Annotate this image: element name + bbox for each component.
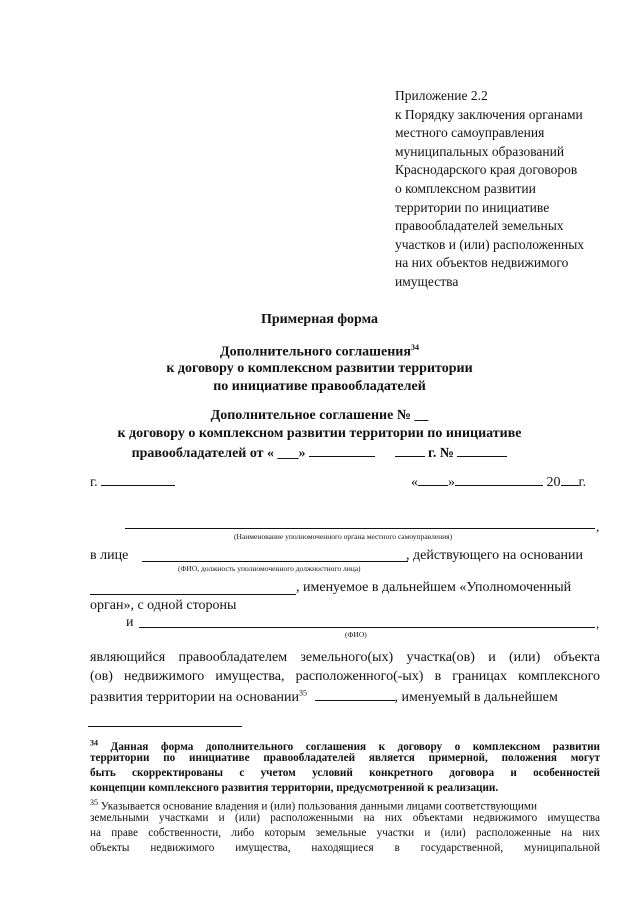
- authority-comma: ,: [596, 519, 600, 534]
- authority-caption: (Наименование уполномоченного органа местного самоуправления): [234, 532, 453, 541]
- heading-line-3: по инициативе правообладателей: [213, 379, 426, 394]
- agreement-line-2: к договору о комплексном развитии территории по инициативе: [117, 426, 522, 441]
- paragraph-line-2: (ов) недвижимого имущества, расположенного(-ых) в границах комплексного: [90, 669, 600, 684]
- date-field: [411, 473, 586, 491]
- appendix-line: имущества: [395, 273, 459, 289]
- represented-prefix: в лице: [90, 548, 129, 563]
- heading-text: Дополнительного соглашения: [220, 344, 411, 360]
- paragraph-named-text: , именуемый в дальнейшем: [394, 690, 558, 705]
- agreement-year-blank[interactable]: [395, 444, 425, 457]
- named-blank[interactable]: [90, 594, 296, 595]
- paragraph-line-1: являющийся правообладателем земельного(ых) участка(ов) и (или) объекта: [90, 650, 600, 665]
- footnote-35-line-4: объекты недвижимого имущества, находящиеся в государственной, муниципальной: [90, 842, 600, 854]
- date-close-quote: »: [448, 475, 455, 490]
- agreement-line-1: Дополнительное соглашение № __: [210, 408, 429, 423]
- named-line-2: орган», с одной стороны: [90, 598, 237, 613]
- city-prefix: г.: [90, 475, 98, 490]
- and-caption: (ФИО): [345, 630, 367, 639]
- footnote-ref-34: 34: [410, 343, 419, 352]
- year-suffix: г.: [578, 475, 587, 490]
- footnote-34-line-3: быть скорректированы с учетом условий конкретного договора и особенностей: [90, 767, 600, 779]
- date-year-blank[interactable]: [561, 473, 579, 486]
- represented-suffix: , действующего на основании: [406, 548, 584, 563]
- date-day-blank[interactable]: [418, 473, 448, 486]
- appendix-line: Приложение 2.2: [395, 88, 488, 103]
- representative-blank[interactable]: [142, 561, 408, 562]
- agreement-number-blank[interactable]: [457, 444, 507, 457]
- paragraph-line-3: [90, 688, 558, 706]
- named-text: , именуемое в дальнейшем «Уполномоченный: [296, 580, 572, 595]
- represented-caption: (ФИО, должность уполномоченного должностного лица): [178, 564, 361, 573]
- paragraph-basis-text: развития территории на основании: [90, 690, 300, 705]
- counterparty-blank[interactable]: [139, 627, 595, 628]
- appendix-line: территории по инициативе: [395, 199, 550, 215]
- footnote-34-line-2: территории по инициативе правообладателей является примерной, положения могут: [90, 752, 600, 764]
- city-field: [90, 473, 175, 491]
- appendix-line: местного самоуправления: [395, 125, 545, 141]
- agreement-number-label: г. №: [428, 446, 454, 461]
- heading-line-1: [0, 343, 639, 361]
- footnote-separator: [88, 726, 242, 727]
- counterparty-comma: ,: [596, 616, 600, 631]
- footnote-34-mark: 34: [90, 738, 98, 747]
- appendix-line: о комплексном развитии: [395, 180, 536, 196]
- agreement-date-blank[interactable]: [309, 444, 375, 457]
- appendix-line: участков и (или) расположенных: [395, 236, 585, 252]
- appendix-line: к Порядку заключения органами: [395, 106, 583, 122]
- year-prefix: 20: [546, 475, 561, 490]
- footnote-35-text: Указывается основание владения и (или) пользования данными лицами соответствующими: [100, 800, 537, 813]
- agreement-line-3: [0, 444, 639, 462]
- footnote-ref-35: 35: [299, 688, 308, 698]
- date-month-blank[interactable]: [455, 473, 543, 486]
- authority-blank[interactable]: [125, 528, 595, 529]
- heading-line-2: к договору о комплексном развитии территории: [166, 361, 473, 376]
- basis-blank[interactable]: [315, 688, 395, 701]
- agreement-date-label: правообладателей от « ___»: [131, 446, 306, 461]
- date-open-quote: «: [411, 475, 418, 490]
- footnote-35-mark: 35: [90, 798, 98, 807]
- footnote-34-text: Данная форма дополнительного соглашения к договору о комплексном развитии: [110, 740, 600, 753]
- footnote-35-line-3: на праве собственности, либо которым земельные участки и (или) расположенные на них: [90, 827, 600, 839]
- appendix-block: [395, 87, 584, 292]
- appendix-line: муниципальных образований: [395, 143, 565, 159]
- appendix-line: на них объектов недвижимого: [395, 255, 569, 271]
- appendix-line: Краснодарского края договоров: [395, 162, 578, 178]
- form-title: Примерная форма: [260, 312, 379, 327]
- and-prefix: и: [126, 615, 134, 630]
- city-blank[interactable]: [101, 473, 175, 486]
- footnote-34-line-4: концепции комплексного развития территории, предусмотренной к реализации.: [90, 782, 499, 794]
- appendix-line: правообладателей земельных: [395, 218, 564, 234]
- footnote-35-line-2: земельными участками и (или) расположенными на них объектами недвижимого имущества: [90, 812, 600, 824]
